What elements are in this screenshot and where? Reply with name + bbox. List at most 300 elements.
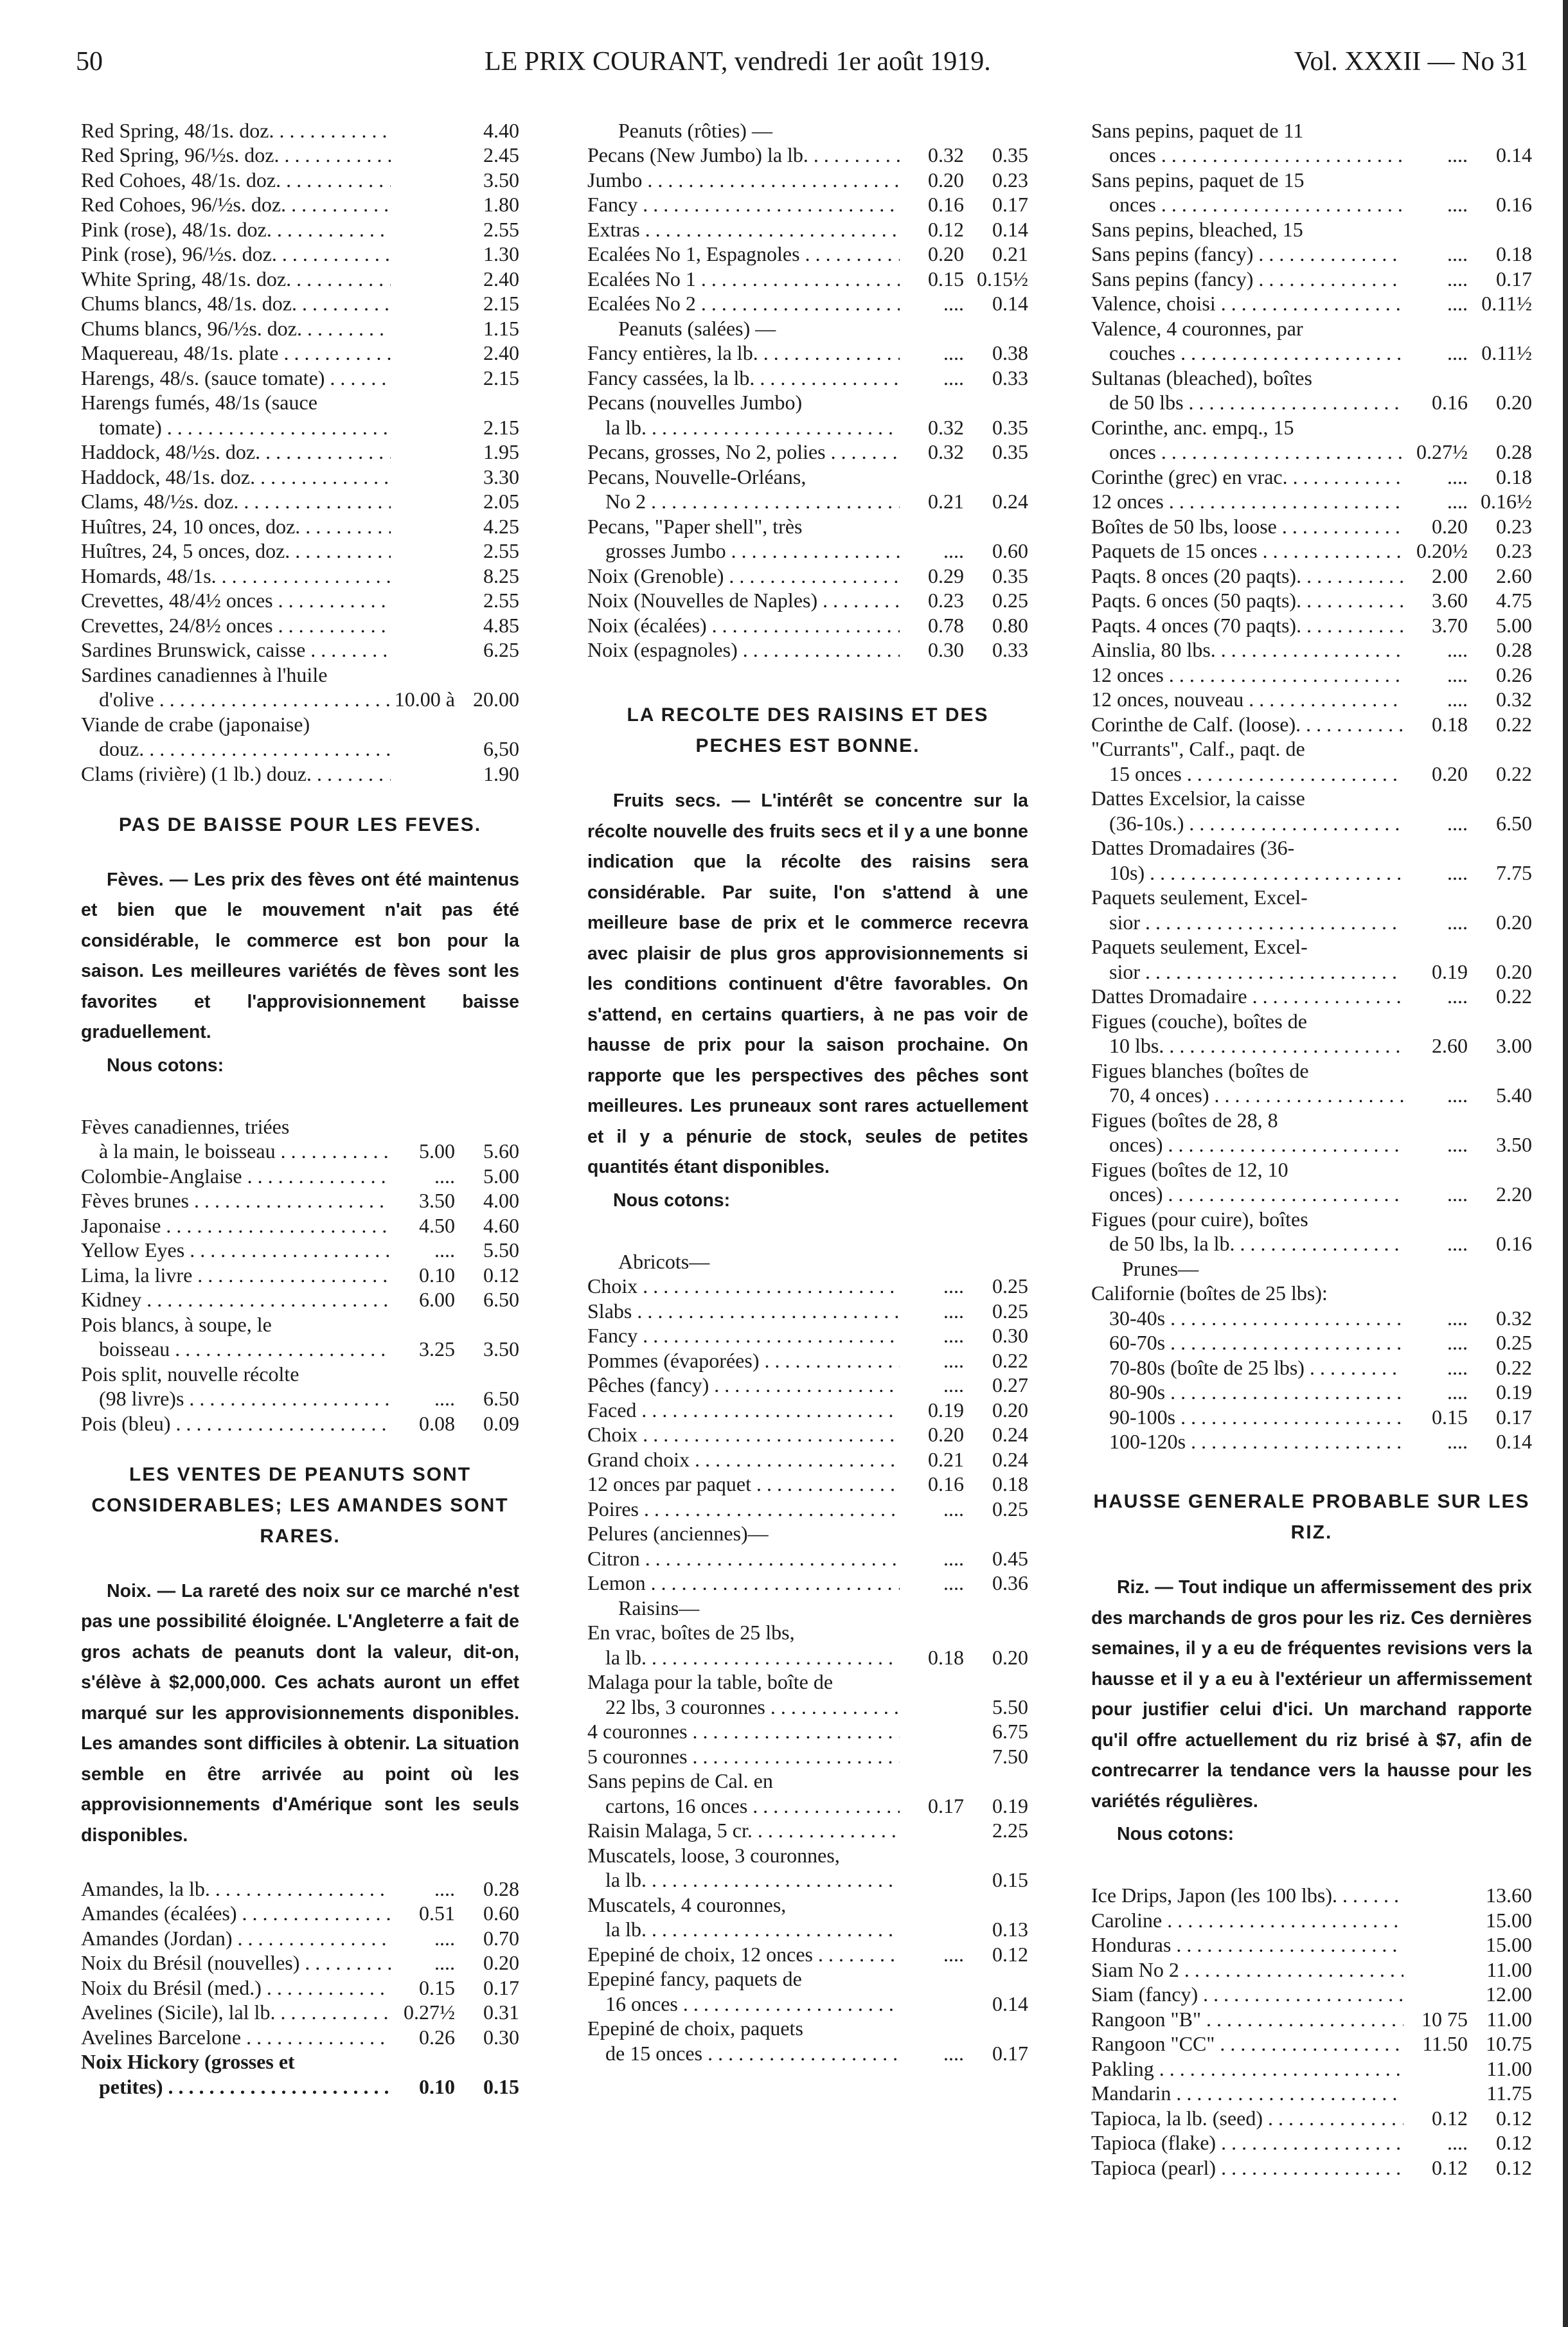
price-row	[81, 1925, 519, 1950]
price-row	[81, 142, 519, 167]
price-row	[587, 538, 1028, 563]
price-row	[1091, 562, 1532, 587]
item-label: Japonaise . . .	[81, 1214, 391, 1237]
price-high: 0.14	[992, 217, 1028, 241]
price-row	[1091, 1882, 1532, 1907]
price-low: ....	[1447, 638, 1468, 661]
price-row	[81, 562, 519, 587]
price-low: 3.70	[1432, 613, 1468, 637]
price-high: 0.24	[992, 1423, 1028, 1446]
item-label: Muscatels, loose, 3 couronnes,	[587, 1843, 840, 1867]
price-low: 0.19	[1432, 959, 1468, 983]
price-high: 4.40	[483, 118, 519, 142]
price-row	[587, 463, 1028, 488]
price-low: 0.20½	[1416, 539, 1468, 562]
price-high: 0.33	[992, 366, 1028, 389]
item-label: Pink (rose), 48/1s. doz. . . .	[81, 218, 391, 241]
price-row	[1091, 216, 1532, 241]
price-high: 0.25	[992, 589, 1028, 612]
price-row	[587, 1347, 1028, 1372]
price-low: ....	[1447, 1380, 1468, 1404]
price-low: ....	[1447, 811, 1468, 835]
item-label: Sans pepins, paquet de 11	[1091, 118, 1304, 142]
price-row	[81, 686, 519, 711]
price-row	[1091, 389, 1532, 415]
price-row	[587, 1273, 1028, 1298]
price-list-noix	[81, 1875, 519, 2098]
price-row	[1091, 1280, 1532, 1305]
price-row	[587, 1867, 1028, 1892]
price-row	[587, 1990, 1028, 2015]
price-row	[1091, 290, 1532, 316]
price-row	[1091, 1082, 1532, 1107]
price-row	[1091, 142, 1532, 167]
item-label: tomate) . . .	[99, 416, 391, 439]
column-2	[587, 117, 1028, 2065]
item-label: 10 lbs. . . .	[1109, 1034, 1403, 1057]
price-list-riz	[1091, 1882, 1532, 2179]
price-high: 0.28	[1496, 440, 1532, 463]
item-label: la lb. . . .	[605, 416, 900, 439]
price-row	[81, 1237, 519, 1262]
item-label: Avelines Barcelone . . .	[81, 2026, 391, 2049]
price-high: 0.20	[992, 1645, 1028, 1669]
price-low: 0.12	[1432, 2155, 1468, 2179]
price-row	[1091, 1907, 1532, 1932]
item-label: Clams, 48/½s. doz. . . .	[81, 490, 391, 513]
item-label: Raisin Malaga, 5 cr. . . .	[587, 1819, 900, 1842]
price-high: 0.11½	[1481, 292, 1532, 315]
price-row	[587, 315, 1028, 340]
price-high: 4.60	[483, 1213, 519, 1237]
price-row	[1091, 488, 1532, 513]
item-label: Pakling . . .	[1091, 2057, 1403, 2080]
price-low: ....	[1447, 910, 1468, 934]
price-row	[587, 1966, 1028, 1991]
price-row	[587, 562, 1028, 587]
price-high: 0.60	[483, 1902, 519, 1925]
price-high: 0.18	[992, 1472, 1028, 1495]
item-label: 12 onces, nouveau . . .	[1091, 688, 1403, 711]
price-row	[1091, 1932, 1532, 1957]
item-label: Paqts. 8 onces (20 paqts). . . .	[1091, 564, 1403, 587]
item-label: Kidney . . .	[81, 1288, 391, 1311]
item-label: Red Cohoes, 48/1s. doz. . . .	[81, 168, 391, 192]
price-row	[81, 265, 519, 290]
item-label: Figues (boîtes de 12, 10	[1091, 1157, 1288, 1181]
price-high: 11.00	[1486, 1957, 1532, 1981]
item-label: Choix . . .	[587, 1274, 900, 1297]
price-high: 3.50	[1496, 1133, 1532, 1156]
price-row	[1091, 760, 1532, 785]
item-label: Chums blancs, 48/1s. doz. . . .	[81, 292, 391, 315]
price-low: ....	[1447, 1232, 1468, 1255]
price-row	[1091, 2154, 1532, 2179]
item-label: Noix du Brésil (nouvelles) . . .	[81, 1951, 391, 1974]
item-label: Haddock, 48/1s. doz. . . .	[81, 465, 391, 488]
price-low: ....	[1447, 292, 1468, 315]
item-label: Sans pepins (fancy) . . .	[1091, 267, 1403, 290]
price-row	[1091, 1206, 1532, 1231]
price-low: ....	[943, 1324, 964, 1347]
price-high: 0.17	[992, 2041, 1028, 2065]
item-label: Lima, la livre . . .	[81, 1263, 391, 1287]
price-row	[81, 1311, 519, 1336]
price-row	[587, 290, 1028, 316]
item-label: Choix . . .	[587, 1423, 900, 1446]
price-low: ....	[943, 366, 964, 389]
item-label: Peanuts (salées) —	[618, 316, 776, 340]
item-label: boisseau . . .	[99, 1337, 391, 1360]
price-row	[81, 1950, 519, 1975]
article-feves: Fèves. — Les prix des fèves ont été maintenus et bien que le mouvement n'ait pas été considérable, le commerce est bon pour la saison. Les meilleures variétés de fèves sont les favorites et l'approvisionnement baisse graduellement.	[81, 869, 519, 1042]
price-high: 0.17	[483, 1975, 519, 1999]
price-high: 2.55	[483, 589, 519, 612]
price-row	[587, 1916, 1028, 1941]
price-low: ....	[1447, 2131, 1468, 2154]
price-row	[81, 1999, 519, 2024]
price-low: ....	[434, 1951, 455, 1974]
heading-peanuts: LES VENTES DE PEANUTS SONT CONSIDERABLES; LES AMANDES SONT RARES.	[91, 1463, 509, 1547]
item-label: Pecans, "Paper shell", très	[587, 514, 803, 538]
price-low: ....	[1447, 341, 1468, 364]
price-high: 2.05	[483, 490, 519, 513]
price-high: 0.13	[992, 1918, 1028, 1941]
price-low: ....	[1447, 490, 1468, 513]
item-label: Paquets de 15 onces . . .	[1091, 539, 1403, 562]
price-low: 0.78	[928, 613, 964, 637]
price-row	[1091, 2130, 1532, 2155]
item-label: Fèves canadiennes, triées	[81, 1114, 290, 1138]
item-label: de 15 onces . . .	[605, 2042, 900, 2065]
item-label: 4 couronnes . . .	[587, 1720, 900, 1743]
price-row	[1091, 1255, 1532, 1280]
price-low: ....	[943, 292, 964, 315]
price-row	[81, 513, 519, 538]
price-row	[1091, 1305, 1532, 1330]
item-label: Poires . . .	[587, 1497, 900, 1520]
price-high: 0.15	[483, 2074, 519, 2098]
price-high: 11.00	[1486, 2007, 1532, 2031]
price-high: 0.23	[992, 168, 1028, 192]
item-label: la lb. . . .	[605, 1868, 900, 1891]
item-label: Corinthe, anc. empq., 15	[1091, 415, 1294, 439]
item-label: Sans pepins de Cal. en	[587, 1769, 773, 1792]
price-row	[587, 1718, 1028, 1743]
price-row	[587, 1323, 1028, 1348]
price-high: 1.80	[483, 193, 519, 216]
item-label: Pecans, grosses, No 2, polies . . .	[587, 440, 900, 463]
item-label: White Spring, 48/1s. doz. . . .	[81, 267, 391, 290]
price-high: 0.35	[992, 564, 1028, 587]
item-label: Crevettes, 24/8½ onces . . .	[81, 614, 391, 637]
item-label: Fancy cassées, la lb. . . .	[587, 366, 900, 389]
price-row	[81, 1875, 519, 1900]
price-row	[81, 1360, 519, 1386]
item-label: couches . . .	[1109, 341, 1403, 364]
price-row	[1091, 2006, 1532, 2031]
price-low: 0.20	[1432, 514, 1468, 538]
price-low: 0.20	[1432, 762, 1468, 785]
price-high: 7.75	[1496, 860, 1532, 884]
item-label: Grand choix . . .	[587, 1448, 900, 1471]
price-high: 5.50	[992, 1695, 1028, 1718]
price-high: 0.20	[992, 1398, 1028, 1422]
item-label: Paquets seulement, Excel-	[1091, 935, 1308, 958]
price-high: 0.17	[1496, 1405, 1532, 1429]
price-high: 2.15	[483, 415, 519, 439]
item-label: Homards, 48/1s. . . .	[81, 564, 391, 587]
price-high: 4.85	[483, 613, 519, 637]
price-row	[587, 637, 1028, 662]
item-label: Jumbo . . .	[587, 168, 900, 192]
price-high: 0.38	[992, 341, 1028, 364]
item-label: 60-70s . . .	[1109, 1331, 1403, 1354]
price-high: 0.14	[992, 292, 1028, 315]
item-label: Red Cohoes, 96/½s. doz. . . .	[81, 193, 391, 216]
price-low: 0.21	[928, 1447, 964, 1471]
price-high: 0.35	[992, 143, 1028, 166]
scan-edge	[1563, 0, 1568, 2327]
price-high: 5.00	[483, 1164, 519, 1188]
price-row	[81, 463, 519, 488]
item-label: Ainslia, 80 lbs. . . .	[1091, 638, 1403, 661]
price-low: 0.18	[1432, 712, 1468, 736]
price-row	[587, 1792, 1028, 1817]
price-high: 4.25	[483, 514, 519, 538]
price-row	[587, 612, 1028, 637]
price-row	[1091, 1379, 1532, 1404]
item-label: Corinthe (grec) en vrac. . . .	[1091, 465, 1403, 488]
price-low: 3.50	[419, 1189, 455, 1212]
price-low: 3.25	[419, 1337, 455, 1360]
price-row	[1091, 810, 1532, 835]
price-row	[1091, 1107, 1532, 1132]
item-label: Pelures (anciennes)—	[587, 1522, 769, 1545]
price-low: ....	[1447, 1182, 1468, 1206]
price-low: ....	[1447, 242, 1468, 265]
price-row	[1091, 1132, 1532, 1157]
price-row	[587, 216, 1028, 241]
price-high: 0.12	[992, 1942, 1028, 1966]
price-low: 2.00	[1432, 564, 1468, 587]
price-row	[81, 1262, 519, 1287]
item-label: Huîtres, 24, 5 onces, doz. . . .	[81, 539, 391, 562]
price-row	[1091, 241, 1532, 266]
price-low: 4.50	[419, 1213, 455, 1237]
price-low: 0.20	[928, 242, 964, 265]
price-row	[587, 1842, 1028, 1867]
price-row	[1091, 1354, 1532, 1379]
price-row	[81, 1138, 519, 1163]
item-label: la lb. . . .	[605, 1918, 900, 1941]
item-label: Pois split, nouvelle récolte	[81, 1362, 299, 1386]
price-row	[81, 1113, 519, 1138]
page-header	[76, 46, 1528, 85]
item-label: Abricots—	[618, 1249, 710, 1273]
price-high: 0.24	[992, 1447, 1028, 1471]
price-high: 0.60	[992, 539, 1028, 562]
item-label: Epepiné de choix, paquets	[587, 2017, 803, 2040]
price-row	[1091, 1956, 1532, 1981]
price-row	[1091, 736, 1532, 761]
price-row	[587, 1669, 1028, 1694]
price-high: 0.09	[483, 1411, 519, 1435]
item-label: Paqts. 6 onces (50 paqts). . . .	[1091, 589, 1403, 612]
price-low: ....	[1447, 1355, 1468, 1379]
price-row	[587, 414, 1028, 439]
price-high: 2.15	[483, 292, 519, 315]
price-row	[587, 1545, 1028, 1570]
item-label: Amandes, la lb. . . .	[81, 1877, 391, 1900]
price-high: 0.22	[1496, 1355, 1532, 1379]
price-high: 4.75	[1496, 589, 1532, 612]
price-row	[81, 1287, 519, 1312]
item-label: Haddock, 48/½s. doz. . . .	[81, 440, 391, 463]
price-low: 0.10	[419, 2074, 455, 2098]
item-label: de 50 lbs, la lb. . . .	[1109, 1232, 1403, 1255]
item-label: Valence, 4 couronnes, par	[1091, 316, 1303, 340]
item-label: Pecans, Nouvelle-Orléans,	[587, 465, 806, 488]
price-row	[81, 760, 519, 785]
price-high: 0.15	[992, 1868, 1028, 1891]
item-label: "Currants", Calf., paqt. de	[1091, 737, 1305, 760]
price-row	[1091, 265, 1532, 290]
price-row	[587, 117, 1028, 142]
price-row	[81, 2049, 519, 2074]
price-row	[1091, 192, 1532, 217]
price-high: 7.50	[992, 1744, 1028, 1768]
item-label: Fancy . . .	[587, 1324, 900, 1347]
price-row	[587, 1297, 1028, 1323]
price-row	[81, 216, 519, 241]
price-row	[587, 340, 1028, 365]
item-label: Epepiné de choix, 12 onces . . .	[587, 1943, 900, 1966]
price-low: ....	[1447, 465, 1468, 488]
price-row	[587, 1396, 1028, 1422]
price-row	[1091, 983, 1532, 1008]
price-row	[81, 1163, 519, 1188]
item-label: Viande de crabe (japonaise)	[81, 712, 310, 736]
item-label: 30-40s . . .	[1109, 1306, 1403, 1330]
price-row	[587, 2040, 1028, 2065]
price-row	[81, 488, 519, 513]
price-list-feves	[81, 1113, 519, 1435]
item-label: Sans pepins, bleached, 15	[1091, 217, 1303, 241]
price-low: ....	[1447, 663, 1468, 686]
price-low: 0.32	[928, 415, 964, 439]
price-high: 15.00	[1486, 1908, 1532, 1932]
price-high: 10.75	[1486, 2032, 1532, 2055]
item-label: Ice Drips, Japon (les 100 lbs). . . .	[1091, 1884, 1403, 1907]
price-row	[81, 736, 519, 761]
price-high: 0.17	[1496, 267, 1532, 290]
price-row	[587, 265, 1028, 290]
item-label: 90-100s . . .	[1109, 1405, 1403, 1429]
item-label: sior . . .	[1109, 960, 1403, 983]
price-row	[81, 439, 519, 464]
item-label: Sans pepins (fancy) . . .	[1091, 242, 1403, 265]
price-row	[1091, 513, 1532, 538]
price-low: 0.21	[928, 490, 964, 513]
price-low: 0.16	[1432, 391, 1468, 414]
article-noix: Noix. — La rareté des noix sur ce marché n'est pas une possibilité éloignée. L'Angleterre a fait de gros achats de peanuts dont la valeur, dit-on, s'élève à $2,000,000. Ces achats auront un effet marqué sur les approvisionnements disponibles. Les amandes sont difficiles à obtenir. La situation semble en être arrivée au point où les approvisionnements d'Amérique sont les seuls disponibles.	[81, 1580, 519, 1846]
price-high: 0.12	[1496, 2155, 1532, 2179]
price-high: 0.12	[1496, 2106, 1532, 2130]
volume-number: Vol. XXXII — No 31	[1294, 47, 1528, 76]
price-low: 0.51	[419, 1902, 455, 1925]
nous-cotons-label: Nous cotons:	[1117, 1824, 1234, 1844]
price-high: 0.24	[992, 490, 1028, 513]
publication-title: LE PRIX COURANT, vendredi 1er août 1919.	[485, 47, 991, 76]
price-low: ....	[434, 1387, 455, 1410]
price-high: 3.50	[483, 168, 519, 192]
item-label: Maquereau, 48/1s. plate . . .	[81, 341, 391, 364]
price-row	[587, 1941, 1028, 1966]
item-label: Noix (Grenoble) . . .	[587, 564, 900, 587]
price-row	[587, 166, 1028, 192]
price-low: 0.27½	[1416, 440, 1468, 463]
item-label: Pommes (évaporées) . . .	[587, 1349, 900, 1372]
item-label: Figues blanches (boîtes de	[1091, 1058, 1309, 1082]
item-label: Pêches (fancy) . . .	[587, 1373, 900, 1396]
item-label: Epepiné fancy, paquets de	[587, 1967, 802, 1990]
price-row	[587, 1422, 1028, 1447]
price-high: 12.00	[1486, 1983, 1532, 2006]
price-row	[587, 1768, 1028, 1793]
price-row	[1091, 2080, 1532, 2105]
item-label: Corinthe de Calf. (loose). . . .	[1091, 713, 1403, 736]
price-row	[81, 661, 519, 686]
price-low: 0.30	[928, 638, 964, 661]
item-label: cartons, 16 onces . . .	[605, 1794, 900, 1817]
price-row	[587, 513, 1028, 538]
price-row	[587, 2015, 1028, 2040]
price-high: 2.20	[1496, 1182, 1532, 1206]
item-label: Dattes Excelsior, la caisse	[1091, 787, 1305, 810]
price-row	[1091, 1231, 1532, 1256]
item-label: Harengs fumés, 48/1s (sauce	[81, 391, 317, 414]
price-low: 0.27½	[404, 2001, 455, 2024]
item-label: Pois (bleu) . . .	[81, 1412, 391, 1435]
item-label: Noix (écalées) . . .	[587, 614, 900, 637]
price-high: 0.16½	[1481, 490, 1532, 513]
item-label: Avelines (Sicile), lal lb. . . .	[81, 2001, 391, 2024]
item-label: Pecans (nouvelles Jumbo)	[587, 391, 803, 414]
item-label: Raisins—	[618, 1596, 700, 1619]
price-low: ....	[1447, 1331, 1468, 1354]
price-row	[1091, 1981, 1532, 2006]
item-label: 22 lbs, 3 couronnes . . .	[605, 1695, 900, 1718]
item-label: (36-10s.) . . .	[1109, 812, 1403, 835]
price-row	[587, 439, 1028, 464]
item-label: 100-120s . . .	[1109, 1430, 1403, 1453]
price-high: 0.18	[1496, 465, 1532, 488]
item-label: Boîtes de 50 lbs, loose . . .	[1091, 515, 1403, 538]
price-low: ....	[943, 1942, 964, 1966]
price-row	[587, 241, 1028, 266]
price-high: 0.25	[992, 1274, 1028, 1297]
price-row	[1091, 612, 1532, 637]
price-list-raisins-dattes-figues	[1091, 117, 1532, 1453]
item-label: Figues (pour cuire), boîtes	[1091, 1207, 1308, 1231]
price-high: 0.35	[992, 415, 1028, 439]
price-high: 0.22	[1496, 762, 1532, 785]
price-high: 0.70	[483, 1926, 519, 1950]
price-row	[81, 290, 519, 316]
item-label: Extras . . .	[587, 218, 900, 241]
item-label: Fèves brunes . . .	[81, 1189, 391, 1212]
